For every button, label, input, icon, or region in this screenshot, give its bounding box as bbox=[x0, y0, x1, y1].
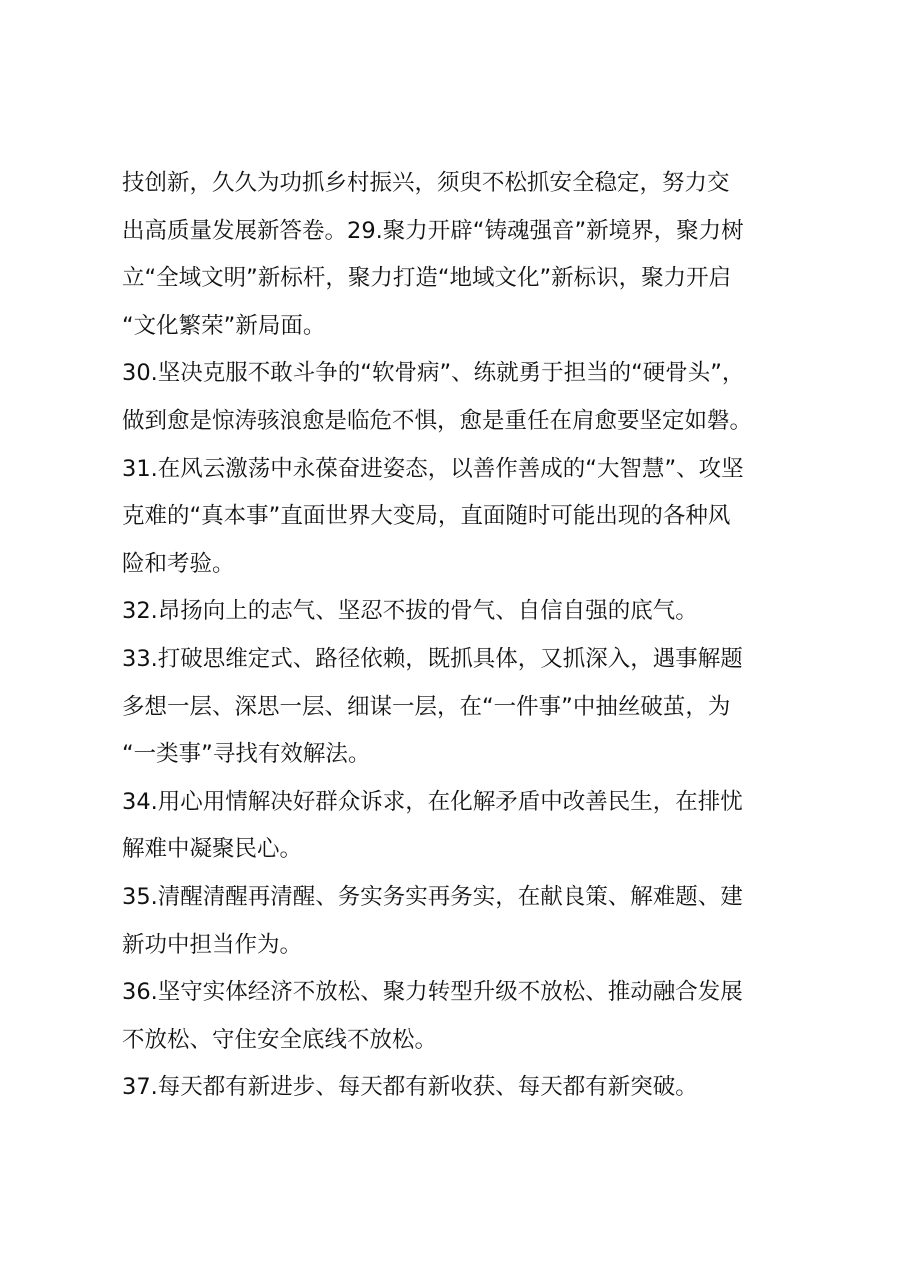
text-line: 32.昂扬向上的志气、坚忍不拔的骨气、自信自强的底气。 bbox=[122, 598, 698, 625]
text-line: 30.坚决克服不敢斗争的“软骨病”、练就勇于担当的“硬骨头”， bbox=[122, 360, 745, 387]
text-line: 立“全域文明”新标杆，聚力打造“地域文化”新标识，聚力开启 bbox=[122, 265, 732, 292]
text-line: 解难中凝聚民心。 bbox=[122, 836, 303, 863]
text-line: “一类事”寻找有效解法。 bbox=[122, 741, 371, 768]
text-line: 克难的“真本事”直面世界大变局，直面随时可能出现的各种风 bbox=[122, 503, 731, 530]
text-line: 出高质量发展新答卷。29.聚力开辟“铸魂强音”新境界，聚力树 bbox=[122, 217, 744, 244]
text-line: 31.在风云激荡中永葆奋进姿态，以善作善成的“大智慧”、攻坚 bbox=[122, 455, 744, 482]
text-line: 新功中担当作为。 bbox=[122, 931, 303, 958]
text-line: 36.坚守实体经济不放松、聚力转型升级不放松、推动融合发展 bbox=[122, 979, 743, 1006]
text-line: 险和考验。 bbox=[122, 550, 235, 577]
text-line: 技创新，久久为功抓乡村振兴，须臾不松抓安全稳定，努力交 bbox=[122, 170, 730, 196]
text-line: 多想一层、深思一层、细谋一层，在“一件事”中抽丝破茧，为 bbox=[122, 693, 731, 720]
text-line: 33.打破思维定式、路径依赖，既抓具体，又抓深入，遇事解题 bbox=[122, 645, 743, 672]
text-line: “文化繁荣”新局面。 bbox=[122, 312, 326, 339]
text-line: 35.清醒清醒再清醒、务实务实再务实，在献良策、解难题、建 bbox=[122, 883, 743, 910]
text-line: 不放松、守住安全底线不放松。 bbox=[122, 1026, 438, 1053]
document-body bbox=[122, 160, 802, 1112]
text-line: 做到愈是惊涛骇浪愈是临危不惧，愈是重任在肩愈要坚定如磐。 bbox=[122, 407, 753, 434]
text-line: 37.每天都有新进步、每天都有新收获、每天都有新突破。 bbox=[122, 1074, 698, 1101]
text-line: 34.用心用情解决好群众诉求，在化解矛盾中改善民生，在排忧 bbox=[122, 788, 743, 815]
